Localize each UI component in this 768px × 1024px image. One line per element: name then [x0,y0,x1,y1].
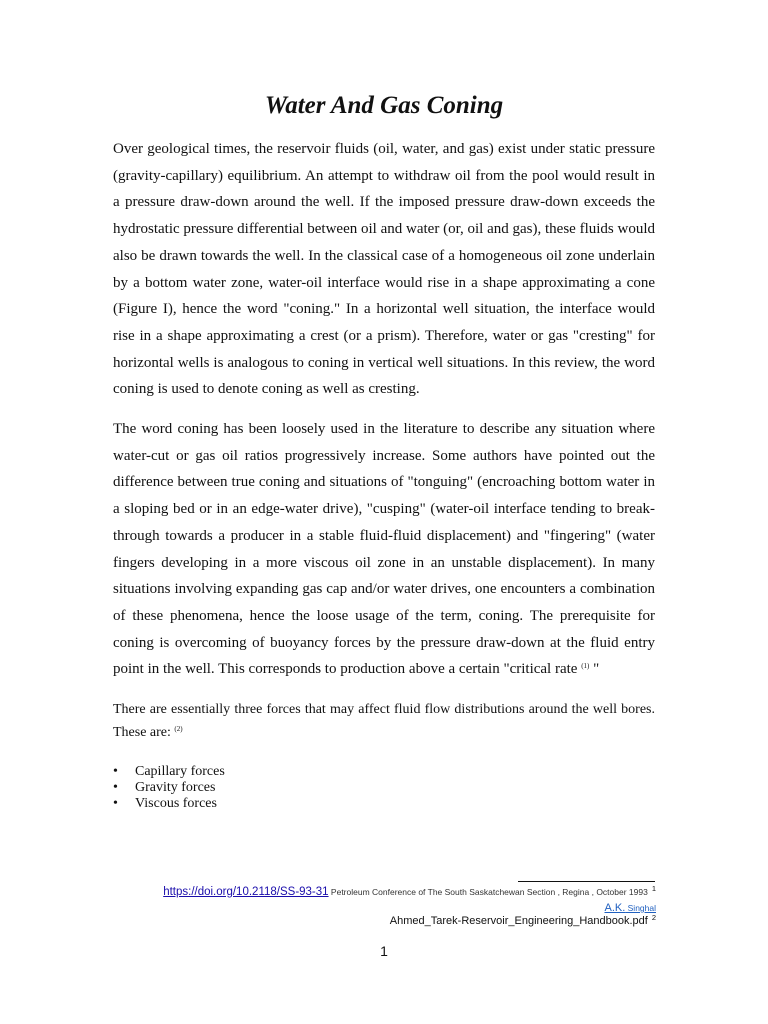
list-item [113,796,225,812]
list-item [113,780,225,796]
paragraph-intro: Over geological times, the reservoir fluids (oil, water, and gas) exist under static pressure (gravity-capillary) equilibrium. An attempt to withdraw oil from the pool would result in a pressure draw-down around the well. If the imposed pressure draw-down exceeds the hydrostatic pressure differential between oil and water (or, oil and gas), these fluids would also be drawn towards the well. In the classical case of a homogeneous oil zone underlain by a bottom water zone, water-oil interface would rise in a shape approximating a cone (Figure I), hence the word "coning." In a horizontal well situation, the interface would rise in a shape approximating a crest (or a prism). Therefore, water or gas "cresting" for horizontal wells is analogous to coning in vertical well situations. In this review, the word coning is used to denote coning as well as cresting. [113,141,655,398]
force-label: Capillary forces [135,764,225,779]
paragraph-coning-text: The word coning has been loosely used in the literature to describe any situation where water-cut or gas oil ratios progressively increase. Some authors have pointed out the difference between true coning and situations of "tonguing" (encroaching bottom water in a sloping bed or in an edge-water drive), "cusping" (water-oil interface tending to break-through towards a producer in a stable fluid-fluid displacement) and "fingering" (water fingers developing in a more viscous oil zone in an unstable displacement). In many situations involving expanding gas cap and/or water drives, one encounters a combination of these phenomena, hence the loose usage of the term, coning. The prerequisite for coning is overcoming of buoyancy forces by the pressure draw-down at the fluid entry point in the well. This corresponds to production above a certain "critical rate [113,421,655,678]
footnote-1 [163,886,656,898]
paragraph-forces-intro [113,698,655,744]
bullet-icon: • [113,764,118,779]
footnote-2-text: Ahmed_Tarek-Reservoir_Engineering_Handbook.pdf [389,915,648,927]
force-label: Viscous forces [135,796,217,811]
footnote-separator [518,881,655,882]
footnote-1-text: Petroleum Conference of The South Saskatchewan Section , Regina , October 1993 [328,887,648,897]
footnote-2 [390,915,656,927]
page-number: 1 [380,943,388,959]
bullet-icon: • [113,796,118,811]
reference-marker-1: (1) [581,662,590,671]
force-label: Gravity forces [135,780,216,795]
document-title: Water And Gas Coning [264,92,504,119]
paragraph-forces-text: There are essentially three forces that may affect fluid flow distributions around the well bores. These are: [113,702,655,740]
author-surname[interactable]: Singhal [625,903,656,913]
doi-link[interactable]: https://doi.org/10.2118/SS-93-31 [163,886,329,898]
footnote-2-mark: 2 [651,913,656,922]
paragraph-coning-definition [113,416,655,683]
footnote-1-mark: 1 [651,884,656,893]
closing-quote: " [589,661,600,678]
author-initials[interactable]: A.K. [604,902,626,914]
forces-list [113,764,225,812]
list-item [113,764,225,780]
bullet-icon: • [113,780,118,795]
footnote-author[interactable] [604,902,656,914]
reference-marker-2: (2) [174,725,183,733]
